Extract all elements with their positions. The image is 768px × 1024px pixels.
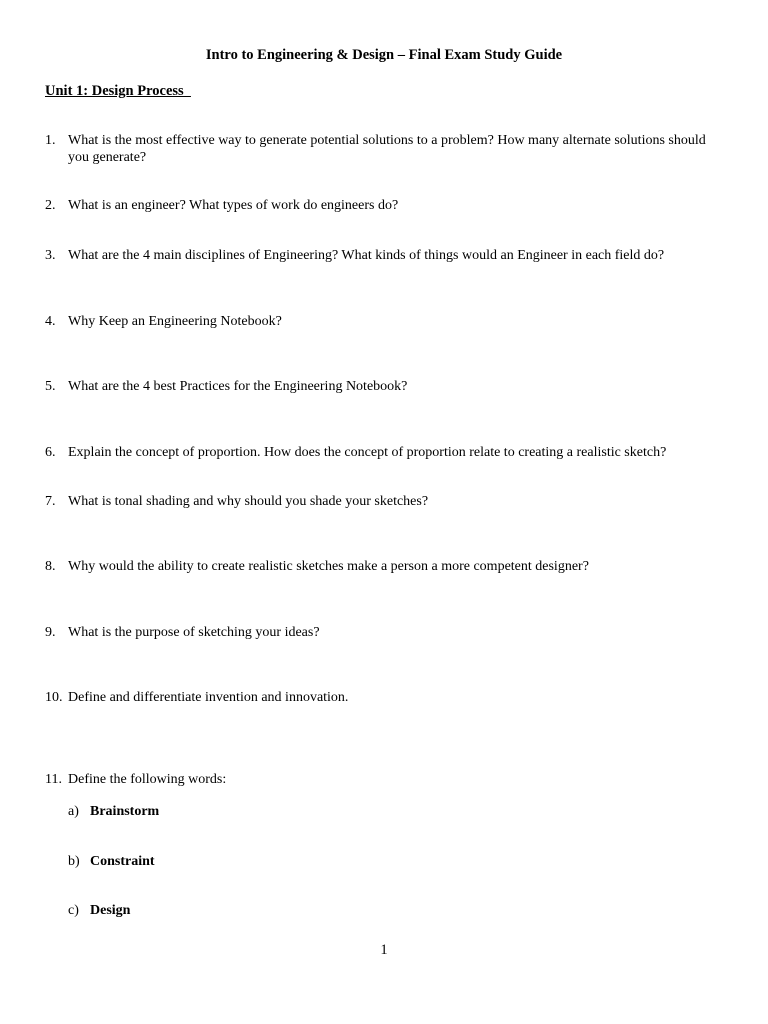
unit-heading: Unit 1: Design Process: [45, 83, 191, 99]
question-text: Define and differentiate invention and innovation.: [68, 690, 349, 705]
question-number: 1.: [45, 133, 56, 148]
question-number: 10.: [45, 690, 63, 705]
question-text: Why would the ability to create realistic sketches make a person a more competent designer?: [68, 559, 589, 574]
question-number: 2.: [45, 198, 56, 213]
question-text: Define the following words:: [68, 772, 227, 787]
question-item: [45, 445, 725, 462]
definition-item: [68, 854, 155, 871]
definition-term: Design: [90, 903, 131, 918]
question-item: [45, 690, 725, 707]
question-item: [45, 772, 725, 789]
question-item: [45, 314, 725, 331]
definition-item: [68, 903, 130, 920]
question-number: 6.: [45, 445, 56, 460]
question-text: Why Keep an Engineering Notebook?: [68, 314, 282, 329]
definition-letter: a): [68, 804, 79, 819]
question-text: What are the 4 main disciplines of Engineering? What kinds of things would an Engineer in each field do?: [68, 248, 665, 263]
question-number: 7.: [45, 494, 56, 509]
question-text: Explain the concept of proportion. How does the concept of proportion relate to creating a realistic sketch?: [68, 445, 667, 460]
definition-term: Constraint: [90, 854, 155, 869]
question-number: 11.: [45, 772, 62, 787]
question-text: What is an engineer? What types of work do engineers do?: [68, 198, 399, 213]
document-title: Intro to Engineering & Design – Final Exam Study Guide: [205, 47, 563, 63]
definition-term: Brainstorm: [90, 804, 160, 819]
question-text: What is tonal shading and why should you shade your sketches?: [68, 494, 429, 509]
question-number: 8.: [45, 559, 56, 574]
question-item: [45, 494, 725, 511]
question-text: What are the 4 best Practices for the Engineering Notebook?: [68, 379, 408, 394]
question-item: [45, 198, 725, 215]
question-text: What is the most effective way to generate potential solutions to a problem? How many alternate solutions should you generate?: [68, 133, 706, 165]
question-number: 4.: [45, 314, 56, 329]
question-text: What is the purpose of sketching your ideas?: [68, 625, 320, 640]
question-number: 5.: [45, 379, 56, 394]
question-item: [45, 133, 725, 166]
definition-letter: c): [68, 903, 79, 918]
question-number: 3.: [45, 248, 56, 263]
definition-letter: b): [68, 854, 80, 869]
question-item: [45, 379, 725, 396]
question-item: [45, 625, 725, 642]
question-item: [45, 248, 725, 265]
question-item: [45, 559, 725, 576]
page-number: 1: [380, 942, 388, 958]
definition-item: [68, 804, 159, 821]
question-number: 9.: [45, 625, 56, 640]
